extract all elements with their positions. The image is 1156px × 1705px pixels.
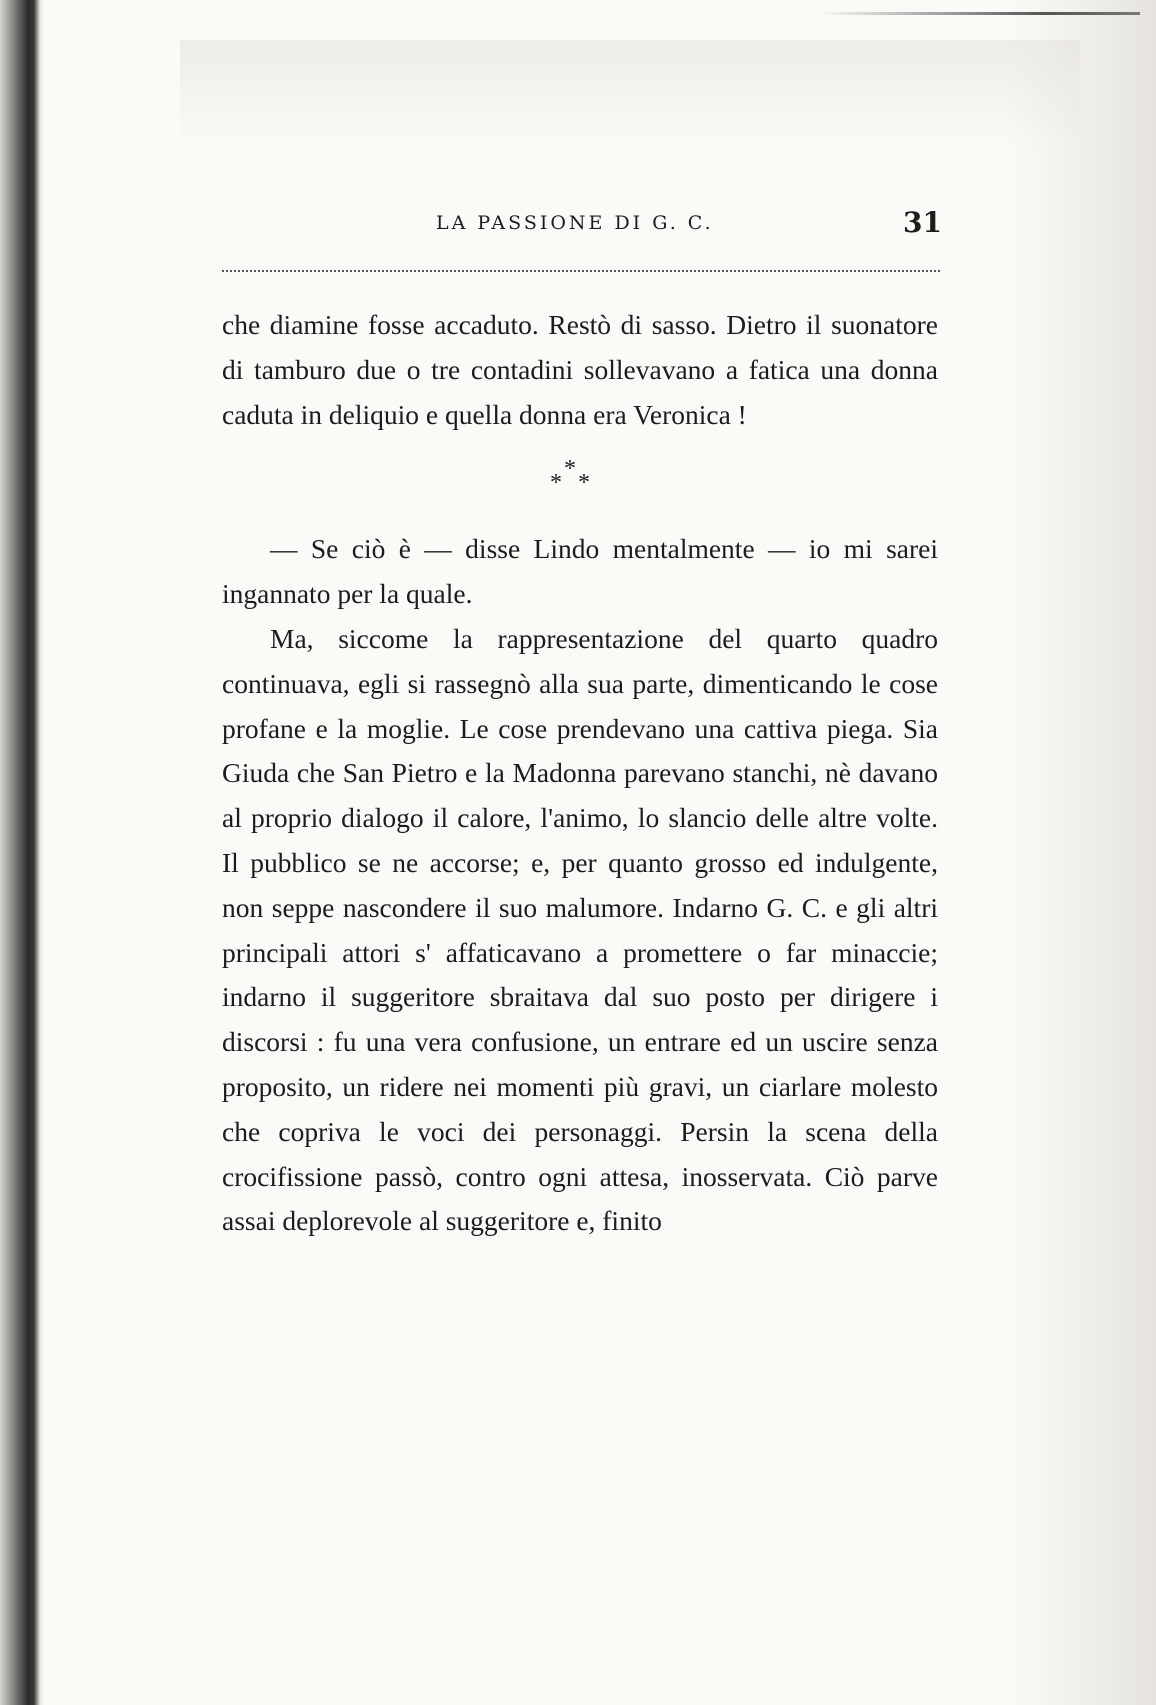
- page-number: 31: [903, 206, 942, 239]
- running-header: [222, 208, 944, 244]
- body-text: [222, 303, 938, 1244]
- asterism-star: *: [550, 470, 562, 497]
- top-edge-mark: [820, 12, 1140, 15]
- paper-stain-right: [1006, 0, 1156, 1705]
- paper-stain-top: [180, 40, 1080, 150]
- paragraph-2: — Se ciò è — disse Lindo mentalmente — io mi sarei ingannato per la quale.: [222, 533, 938, 610]
- header-dotted-rule: [222, 270, 940, 272]
- paragraph-1: che diamine fosse accaduto. Restò di sasso. Dietro il suonatore di tamburo due o tre contadini sollevavano a fatica una donna caduta in deliquio e quella donna era Veronica !: [222, 309, 938, 430]
- asterism-star: *: [578, 470, 590, 497]
- paragraph-3: Ma, siccome la rappresentazione del quarto quadro continuava, egli si rassegnò alla sua parte, dimenticando le cose profane e la moglie. Le cose prendevano una cattiva piega. Sia Giuda che San Pietro e la Madonna parevano stanchi, nè davano al proprio dialogo il calore, l'animo, lo slancio delle altre volte. Il pubblico se ne accorse; e, per quanto grosso ed indulgente, non seppe nascondere il suo malumore. Indarno G. C. e gli altri principali attori s' affaticavano a promettere o far minaccie; indarno il suggeritore sbraitava dal suo posto per dirigere i discorsi : fu una vera confusione, un entrare ed un uscire senza proposito, un ridere nei momenti più gravi, un ciarlare molesto che copriva le voci dei personaggi. Persin la scena della crocifissione passò, contro ogni attesa, inosservata. Ciò parve assai deplorevole al suggeritore e, finito: [222, 622, 938, 1237]
- binding-edge: [0, 0, 44, 1705]
- running-title: LA PASSIONE DI G. C.: [436, 212, 714, 234]
- asterism-star: *: [564, 456, 576, 483]
- section-break-asterism: [222, 437, 938, 527]
